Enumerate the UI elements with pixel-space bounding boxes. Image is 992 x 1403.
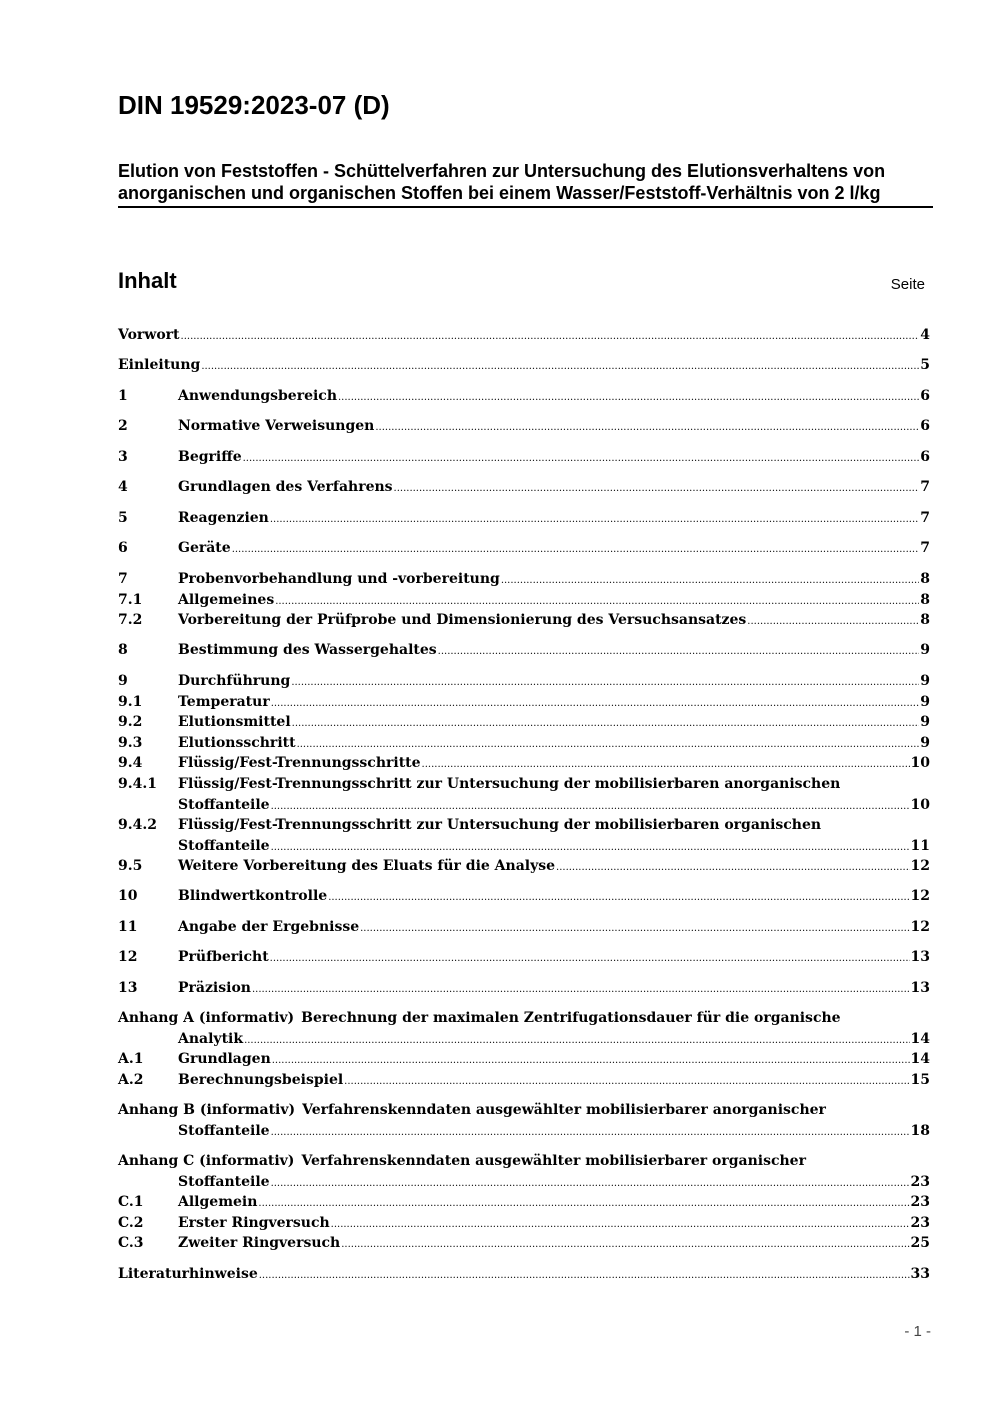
toc-entry[interactable] <box>118 1070 930 1091</box>
toc-entry-title-continued: Stoffanteile <box>178 838 270 854</box>
toc-entry-page: 6 <box>920 418 930 434</box>
toc-entry-page: 12 <box>910 888 930 904</box>
toc-entry-title: Grundlagen des Verfahrens <box>178 479 393 495</box>
toc-heading: Inhalt <box>118 268 177 293</box>
toc-entry-title: Erster Ringversuch <box>178 1215 330 1231</box>
toc-leader-dots <box>292 712 920 734</box>
toc-entry-number: A.2 <box>118 1072 144 1088</box>
toc-entry[interactable] <box>118 712 930 733</box>
toc-entry-title-continued: Stoffanteile <box>178 797 270 813</box>
toc-leader-dots <box>243 447 920 469</box>
toc-leader-dots <box>275 590 919 612</box>
toc-entry-title: Prüfbericht <box>178 949 269 965</box>
toc-leader-dots <box>232 538 920 560</box>
toc-entry-page: 15 <box>910 1072 930 1088</box>
toc-entry[interactable] <box>118 1233 930 1254</box>
toc-leader-dots <box>344 1070 909 1092</box>
toc-entry-title: Weitere Vorbereitung des Eluats für die Analyse <box>178 858 556 874</box>
toc-entry[interactable] <box>118 671 930 692</box>
toc-entry-page: 23 <box>910 1215 930 1231</box>
toc-leader-dots <box>181 325 920 347</box>
toc-entry-page: 23 <box>910 1174 930 1190</box>
toc-entry-title: Allgemein <box>178 1194 258 1210</box>
toc-entry-number: 8 <box>118 642 128 658</box>
toc-entry-title: Geräte <box>178 540 231 556</box>
toc-entry-title: Berechnungsbeispiel <box>178 1072 344 1088</box>
toc-entry-page: 12 <box>910 919 930 935</box>
toc-entry-number: 9.1 <box>118 694 143 710</box>
toc-entry-title: Präzision <box>178 980 251 996</box>
toc-entry-number: 11 <box>118 919 138 935</box>
toc-leader-dots <box>244 1029 909 1051</box>
toc-entry[interactable] <box>118 1192 930 1213</box>
toc-entry-number: Anhang A (informativ) <box>118 1010 295 1026</box>
toc-entry[interactable] <box>118 1213 930 1234</box>
toc-entry-number: C.3 <box>118 1235 144 1251</box>
toc-entry-page: 8 <box>920 571 930 587</box>
toc-entry-number: 9.5 <box>118 858 143 874</box>
toc-entry-page: 25 <box>910 1235 930 1251</box>
toc-leader-dots <box>291 671 919 693</box>
toc-entry-title: Angabe der Ergebnisse <box>178 919 360 935</box>
toc-leader-dots <box>394 477 920 499</box>
toc-entry-page: 14 <box>910 1051 930 1067</box>
toc-entry[interactable] <box>118 447 930 468</box>
toc-entry[interactable] <box>118 1151 930 1193</box>
toc-entry[interactable] <box>118 733 930 754</box>
toc-entry-title: Durchführung <box>178 673 291 689</box>
toc-leader-dots <box>422 753 910 775</box>
toc-leader-dots <box>272 1049 910 1071</box>
toc-entry-title: Probenvorbehandlung und -vorbereitung <box>178 571 500 587</box>
toc-entry-title: Elutionsmittel <box>178 714 291 730</box>
toc-entry-page: 9 <box>920 694 930 710</box>
toc-entry-title: Flüssig/Fest-Trennungsschritte <box>178 755 421 771</box>
toc-entry-page: 5 <box>920 357 930 373</box>
toc-entry-page: 13 <box>910 949 930 965</box>
toc-entry-number: A.1 <box>118 1051 144 1067</box>
toc-entry-title: Normative Verweisungen <box>178 418 375 434</box>
toc-leader-dots <box>341 1233 909 1255</box>
toc-entry-title: Vorwort <box>118 327 180 343</box>
toc-entry-page: 7 <box>920 479 930 495</box>
toc-entry-page: 12 <box>910 858 930 874</box>
toc-entry-page: 33 <box>910 1266 930 1282</box>
toc-entry[interactable] <box>118 917 930 938</box>
toc-entry-page: 9 <box>920 642 930 658</box>
toc-entry-title: Begriffe <box>178 449 242 465</box>
toc-entry[interactable] <box>118 774 930 816</box>
toc-entry-title: Bestimmung des Wassergehaltes <box>178 642 437 658</box>
toc-entry-title: Grundlagen <box>178 1051 271 1067</box>
toc-entry-number: 1 <box>118 388 128 404</box>
toc-leader-dots <box>271 1172 910 1194</box>
toc-entry-number: 9.4 <box>118 755 143 771</box>
toc-entry-title: Verfahrenskenndaten ausgewählter mobilisierbarer organischer <box>301 1153 806 1169</box>
toc-entry[interactable] <box>118 416 930 437</box>
toc-leader-dots <box>271 692 920 714</box>
toc-entry-title-continued: Analytik <box>178 1031 244 1047</box>
toc-leader-dots <box>338 386 919 408</box>
toc-leader-dots <box>747 610 919 632</box>
toc-entry[interactable] <box>118 753 930 774</box>
toc-entry[interactable] <box>118 815 930 857</box>
toc-entry[interactable] <box>118 640 930 661</box>
toc-entry-number: 9 <box>118 673 128 689</box>
toc-leader-dots <box>271 1121 910 1143</box>
toc-leader-dots <box>270 508 919 530</box>
toc-leader-dots <box>501 569 919 591</box>
page-number: - 1 - <box>904 1323 931 1340</box>
toc-entry-page: 11 <box>910 838 930 854</box>
toc-leader-dots <box>375 416 919 438</box>
toc-leader-dots <box>331 1213 910 1235</box>
toc-entry[interactable] <box>118 610 930 631</box>
toc-entry-number: C.2 <box>118 1215 144 1231</box>
toc-entry[interactable] <box>118 538 930 559</box>
toc-entry-title: Zweiter Ringversuch <box>178 1235 341 1251</box>
toc-entry-number: 5 <box>118 510 128 526</box>
toc-entry-title: Elutionsschritt <box>178 735 296 751</box>
toc-leader-dots <box>556 856 909 878</box>
toc-entry[interactable] <box>118 569 930 590</box>
toc-entry[interactable] <box>118 1049 930 1070</box>
toc-entry-number: 6 <box>118 540 128 556</box>
toc-leader-dots <box>201 355 919 377</box>
toc-entry-title: Flüssig/Fest-Trennungsschritt zur Untersuchung der mobilisierbaren anorganischen <box>178 776 841 792</box>
toc-entry[interactable] <box>118 355 930 376</box>
toc-entry-number: 7.2 <box>118 612 143 628</box>
toc-leader-dots <box>271 836 910 858</box>
toc-entry[interactable] <box>118 590 930 611</box>
toc-entry[interactable] <box>118 508 930 529</box>
toc-entry-number: 3 <box>118 449 128 465</box>
toc-entry[interactable] <box>118 1008 930 1050</box>
toc-entry-number: 2 <box>118 418 128 434</box>
toc-page-label: Seite <box>890 276 925 293</box>
toc-entry-title: Flüssig/Fest-Trennungsschritt zur Untersuchung der mobilisierbaren organischen <box>178 817 822 833</box>
toc-entry-number: 9.3 <box>118 735 143 751</box>
toc-entry-page: 9 <box>920 735 930 751</box>
toc-entry-title: Verfahrenskenndaten ausgewählter mobilisierbarer anorganischer <box>302 1102 826 1118</box>
toc-entry-title: Reagenzien <box>178 510 269 526</box>
toc-entry-title: Temperatur <box>178 694 270 710</box>
toc-entry-title-continued: Stoffanteile <box>178 1174 270 1190</box>
toc-entry-page: 10 <box>910 755 930 771</box>
toc-entry-number: 9.2 <box>118 714 143 730</box>
toc-entry[interactable] <box>118 978 930 999</box>
toc-entry-number: 9.4.2 <box>118 817 157 833</box>
toc-entry[interactable] <box>118 1264 930 1285</box>
toc-entry-number: 10 <box>118 888 138 904</box>
toc-entry-page: 9 <box>920 714 930 730</box>
toc-entry-number: 7.1 <box>118 592 143 608</box>
toc-leader-dots <box>270 947 910 969</box>
toc-leader-dots <box>297 733 920 755</box>
toc-entry-title: Allgemeines <box>178 592 275 608</box>
toc-leader-dots <box>328 886 909 908</box>
toc-leader-dots <box>271 795 910 817</box>
toc-entry-page: 7 <box>920 510 930 526</box>
toc-entry-page: 6 <box>920 388 930 404</box>
document-title: Elution von Feststoffen - Schüttelverfahren zur Untersuchung des Elutionsverhaltens von anorganischen und organischen Stoffen bei einem Wasser/Feststoff-Verhältnis von 2 l/kg <box>118 160 933 208</box>
toc-entry[interactable] <box>118 947 930 968</box>
toc-entry[interactable] <box>118 692 930 713</box>
toc-entry-page: 6 <box>920 449 930 465</box>
toc-entry[interactable] <box>118 477 930 498</box>
toc-leader-dots <box>259 1264 910 1286</box>
toc-entry-title: Vorbereitung der Prüfprobe und Dimensionierung des Versuchsansatzes <box>178 612 747 628</box>
toc-entry-page: 8 <box>920 592 930 608</box>
toc-entry-title-continued: Stoffanteile <box>178 1123 270 1139</box>
document-id: DIN 19529:2023-07 (D) <box>118 90 390 120</box>
toc-entry-number: 9.4.1 <box>118 776 157 792</box>
toc-leader-dots <box>258 1192 909 1214</box>
toc-entry-title: Blindwertkontrolle <box>178 888 328 904</box>
toc-entry-page: 4 <box>920 327 930 343</box>
toc-entry-page: 18 <box>910 1123 930 1139</box>
toc-entry-number: Anhang B (informativ) <box>118 1102 296 1118</box>
toc-entry-number: 7 <box>118 571 128 587</box>
toc-entry-page: 7 <box>920 540 930 556</box>
toc-entry-number: C.1 <box>118 1194 144 1210</box>
table-of-contents <box>118 0 930 1403</box>
toc-entry-title: Berechnung der maximalen Zentrifugationsdauer für die organische <box>301 1010 841 1026</box>
toc-entry-number: 4 <box>118 479 128 495</box>
toc-leader-dots <box>252 978 910 1000</box>
toc-entry-title: Literaturhinweise <box>118 1266 258 1282</box>
toc-entry-number: Anhang C (informativ) <box>118 1153 295 1169</box>
toc-entry[interactable] <box>118 325 930 346</box>
toc-entry-page: 8 <box>920 612 930 628</box>
toc-leader-dots <box>438 640 920 662</box>
toc-entry-page: 14 <box>910 1031 930 1047</box>
toc-entry-title: Einleitung <box>118 357 201 373</box>
toc-entry-title: Anwendungsbereich <box>178 388 337 404</box>
toc-entry-page: 23 <box>910 1194 930 1210</box>
toc-entry-number: 12 <box>118 949 138 965</box>
toc-leader-dots <box>360 917 909 939</box>
toc-entry-page: 10 <box>910 797 930 813</box>
toc-entry-page: 13 <box>910 980 930 996</box>
toc-entry[interactable] <box>118 856 930 877</box>
toc-entry[interactable] <box>118 1100 930 1142</box>
toc-entry-page: 9 <box>920 673 930 689</box>
toc-entry[interactable] <box>118 886 930 907</box>
toc-entry[interactable] <box>118 386 930 407</box>
toc-entry-number: 13 <box>118 980 138 996</box>
